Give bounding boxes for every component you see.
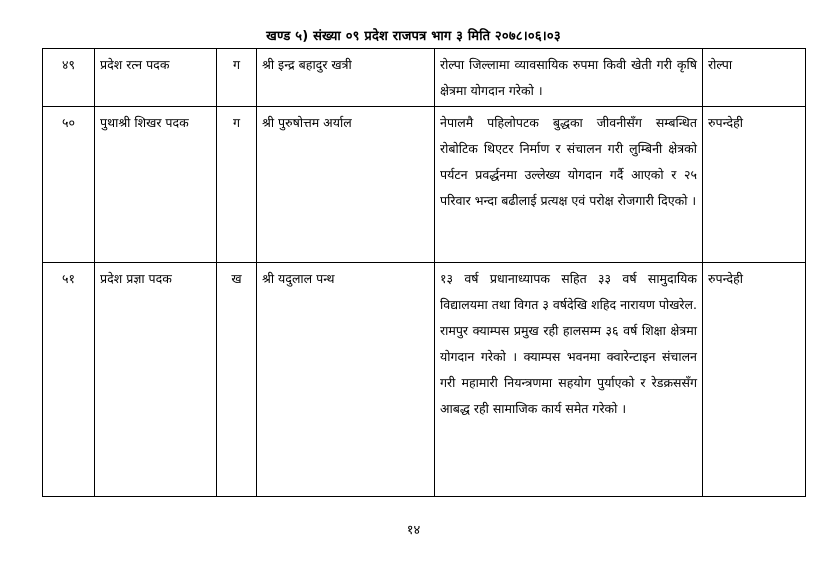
table-row [43,107,806,263]
page-number: १४ [406,523,421,538]
medal-name: प्रदेश प्रज्ञा पदक [95,263,217,497]
medal-name: पुथाश्री शिखर पदक [95,107,217,263]
medal-grade: ग [217,107,257,263]
district-name: रुपन्देही [703,263,806,497]
award-table [42,48,806,497]
recipient-name: श्री इन्द्र बहादुर खत्री [257,49,435,107]
medal-name: प्रदेश रत्न पदक [95,49,217,107]
contribution-description: नेपालमै पहिलोपटक बुद्धका जीवनीसँग सम्बन्धित रोबोटिक थिएटर निर्माण र संचालन गरी लुम्बिनी क्षेत्रको पर्यटन प्रवर्द्धनमा उल्लेख्य योगदान गर्दै आएको र २५ परिवार भन्दा बढीलाई प्रत्यक्ष एवं परोक्ष रोजगारी दिएको । [435,107,703,263]
table-row [43,263,806,497]
serial-number: ५१ [43,263,95,497]
serial-number: ४९ [43,49,95,107]
serial-number: ५० [43,107,95,263]
district-name: रोल्पा [703,49,806,107]
table-row [43,49,806,107]
contribution-description: रोल्पा जिल्लामा व्यावसायिक रुपमा किवी खेती गरी कृषि क्षेत्रमा योगदान गरेको । [435,49,703,107]
medal-grade: ग [217,49,257,107]
contribution-description: १३ वर्ष प्रधानाध्यापक सहित ३३ वर्ष सामुदायिक विद्यालयमा तथा विगत ३ वर्षदेखि शहिद नारायण पोखरेल. रामपुर क्याम्पस प्रमुख रही हालसम्म ३६ वर्ष शिक्षा क्षेत्रमा योगदान गरेको । क्याम्पस भवनमा क्वारेन्टाइन संचालन गरी महामारी नियन्त्रणमा सहयोग पुर्याएको र रेडक्रससँग आबद्ध रही सामाजिक कार्य समेत गरेको । [435,263,703,497]
page-header: खण्ड ५) संख्या ०९ प्रदेश राजपत्र भाग ३ मिति २०७८।०६।०३ [266,29,561,44]
medal-grade: ख [217,263,257,497]
recipient-name: श्री यदुलाल पन्थ [257,263,435,497]
district-name: रुपन्देही [703,107,806,263]
recipient-name: श्री पुरुषोत्तम अर्याल [257,107,435,263]
